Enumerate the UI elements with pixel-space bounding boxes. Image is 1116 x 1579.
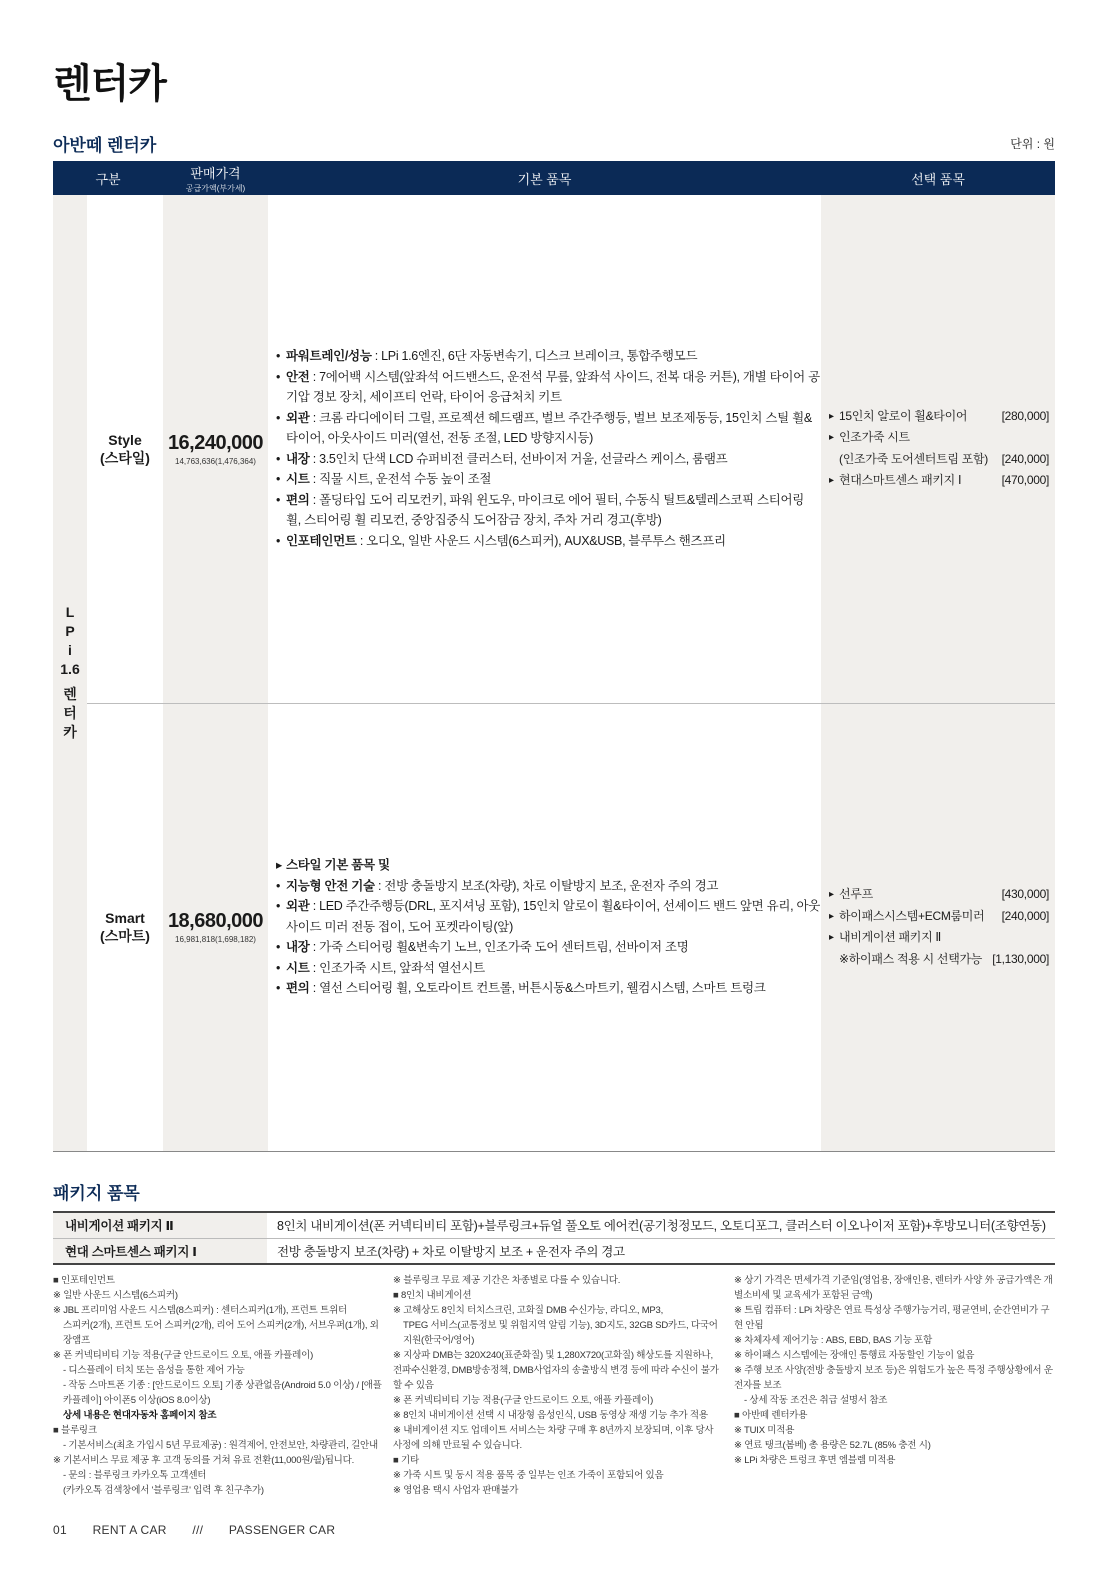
table-row-style <box>53 195 1055 703</box>
trim-name-en: Style <box>108 431 142 448</box>
price-cell-smart <box>163 703 268 1151</box>
note-line: ※ 연료 탱크(봄베) 총 용량은 52.7L (85% 충전 시) <box>734 1440 931 1451</box>
note-line: ※ 하이패스 시스템에는 장애인 통행료 자동할인 기능이 없음 <box>734 1350 975 1361</box>
note-line: (카카오톡 검색창에서 '블루링크' 입력 후 친구추가) <box>63 1485 264 1496</box>
basic-item <box>276 367 821 408</box>
trim-name-ko: (스타일) <box>100 449 150 466</box>
notes-column-2 <box>393 1273 723 1498</box>
note-line: ※ 고해상도 8인치 터치스크린, 고화질 DMB 수신가능, 라디오, MP3, <box>393 1305 664 1316</box>
note-line: 스피커(2개), 프런트 도어 스피커(2개), 리어 도어 스피커(2개), 서브우퍼(1개), 외장앰프 <box>63 1320 379 1346</box>
note-line: ※ 폰 커넥티비티 기능 적용(구글 안드로이드 오토, 애플 카플레이) <box>53 1350 314 1361</box>
note-line: - 문의 : 블루링크 카카오톡 고객센터 <box>63 1470 207 1481</box>
footer-left: RENT A CAR <box>92 1523 167 1537</box>
trim-name-en: Smart <box>105 910 145 926</box>
note-line: ■ 인포테인먼트 <box>53 1275 115 1286</box>
price-sub-value: 16,981,818(1,698,182) <box>175 935 256 944</box>
note-line: ※ 주행 보조 사양(전방 충돌방지 보조 등)은 위험도가 높은 특정 주행상황에서 운전자를 보조 <box>734 1365 1053 1391</box>
package-row <box>53 1238 1055 1264</box>
option-cell-style <box>821 195 1055 703</box>
note-line: ※ 트립 컴퓨터 : LPi 차량은 연료 특성상 주행가능거리, 평균연비, 순간연비가 구현 안됨 <box>734 1305 1050 1331</box>
option-item <box>829 406 1049 428</box>
footer-right: PASSENGER CAR <box>228 1523 336 1537</box>
basic-item-text: : 크롬 라디에이터 그릴, 프로젝션 헤드램프, 벌브 주간주행등, 벌브 보조제동등, 15인치 스틸 휠&타이어, 아웃사이드 미러(열선, 전동 조절, LED 방향지시등) <box>286 410 812 446</box>
option-name: ※하이패스 적용 시 선택가능 <box>839 951 983 966</box>
option-name: ▸ 현대스마트센스 패키지 Ⅰ <box>829 470 961 492</box>
basic-item-text: : 가죽 스티어링 휠&변속기 노브, 인조가죽 도어 센터트림, 선바이저 조명 <box>309 940 689 955</box>
option-name: ▸ 하이패스시스템+ECM룸미러 <box>829 906 984 928</box>
option-price: [470,000] <box>1001 473 1049 488</box>
note-line: TPEG 서비스(교통정보 및 위험지역 알림 기능), 3D지도, 32GB SD카드, 다국어 지원(한국어/영어) <box>403 1320 718 1346</box>
note-line: ※ TUIX 미적용 <box>734 1425 795 1436</box>
basic-item-text: : 인조가죽 시트, 앞좌석 열선시트 <box>309 960 485 975</box>
option-price: [1,130,000] <box>992 951 1049 966</box>
basic-item-text: : 열선 스티어링 휠, 오토라이트 컨트롤, 버튼시동&스마트키, 웰컴시스템, 스마트 트렁크 <box>309 981 766 996</box>
basic-item-head: 시트 <box>286 960 310 975</box>
note-line: - 디스플레이 터치 또는 음성을 통한 제어 가능 <box>63 1365 245 1376</box>
footer <box>53 1523 357 1537</box>
option-items-list <box>821 406 1055 492</box>
package-name: 현대 스마트센스 패키지 Ⅰ <box>53 1238 267 1264</box>
header-price-label: 판매가격 <box>190 165 241 181</box>
option-item <box>829 470 1049 492</box>
option-item <box>829 427 1049 449</box>
basic-item-text: : 폴딩타입 도어 리모컨키, 파워 윈도우, 마이크로 에어 필터, 수동식 틸트&텔레스코픽 스티어링 휠, 스티어링 휠 리모컨, 중앙집중식 도어잠금 장치, 주차 거리 경고(후방) <box>286 492 805 528</box>
note-line: 상세 내용은 현대자동차 홈페이지 참조 <box>63 1410 217 1421</box>
option-items-list <box>821 884 1055 970</box>
basic-lead: ▸ 스타일 기본 품목 및 <box>276 855 821 876</box>
note-line: ■ 8인치 내비게이션 <box>393 1290 472 1301</box>
packages-title: 패키지 품목 <box>53 1184 140 1203</box>
engine-label <box>53 195 87 1151</box>
basic-items-list <box>268 855 821 999</box>
price-sub-value: 14,763,636(1,476,364) <box>175 456 256 466</box>
trim-name-ko: (스마트) <box>100 928 150 944</box>
option-cell-smart <box>821 703 1055 1151</box>
engine-label-char: L <box>65 604 75 621</box>
header-basic: 기본 품목 <box>268 161 821 195</box>
option-item <box>829 906 1049 928</box>
basic-item-text: : LED 주간주행등(DRL, 포지셔닝 포함), 15인치 알로이 휠&타이어, 선셰이드 밴드 앞면 유리, 아웃사이드 미러 전동 접이, 도어 포켓라이팅(앞) <box>286 899 821 934</box>
option-name: ▸ 15인치 알로이 휠&타이어 <box>829 406 967 428</box>
engine-label-char: 카 <box>63 724 77 741</box>
basic-item <box>276 896 821 937</box>
note-line: ※ LPi 차량은 트렁크 후면 엠블렘 미적용 <box>734 1455 896 1466</box>
basic-item <box>276 346 821 367</box>
basic-item <box>276 876 821 897</box>
note-line: ※ 폰 커넥티비티 기능 적용(구글 안드로이드 오토, 애플 카플레이) <box>393 1395 654 1406</box>
engine-label-char: 렌 <box>63 686 77 703</box>
basic-item-text: : 오디오, 일반 사운드 시스템(6스피커), AUX&USB, 블루투스 핸즈프리 <box>356 533 726 548</box>
trim-cell-style <box>87 195 163 703</box>
table-row-smart <box>53 703 1055 1151</box>
option-price: [430,000] <box>1001 887 1049 901</box>
option-item <box>829 884 1049 906</box>
option-price: [280,000] <box>1001 408 1049 423</box>
engine-label-char: 터 <box>63 705 77 722</box>
basic-item <box>276 958 821 979</box>
price-value: 16,240,000 <box>167 431 264 454</box>
section-title: 아반떼 렌터카 <box>53 136 157 155</box>
option-item <box>829 927 1049 949</box>
package-name: 내비게이션 패키지 Ⅱ <box>53 1212 267 1238</box>
basic-cell-smart <box>268 703 821 1151</box>
header-price <box>163 161 268 195</box>
option-price: [240,000] <box>1001 451 1049 466</box>
page-title: 렌터카 <box>53 62 166 106</box>
basic-item <box>276 469 821 490</box>
package-row <box>53 1212 1055 1238</box>
basic-item <box>276 937 821 958</box>
basic-item <box>276 449 821 470</box>
header-option: 선택 품목 <box>821 161 1055 195</box>
price-value: 18,680,000 <box>167 910 264 932</box>
basic-item-text: : 7에어백 시스템(앞좌석 어드밴스드, 운전석 무릎, 앞좌석 사이드, 전복 대응 커튼), 개별 타이어 공기압 경보 장치, 세이프티 언락, 타이어 응급처치 키트 <box>286 369 820 405</box>
note-line: ■ 기타 <box>393 1455 419 1466</box>
note-line: ※ 영업용 택시 사업자 판매불가 <box>393 1485 519 1496</box>
note-line: ※ 상기 가격은 면세가격 기준임(영업용, 장애인용, 렌터카 사양 外 공급가액은 개별소비세 및 교육세가 포함된 금액) <box>734 1275 1053 1301</box>
note-line: ■ 아반떼 렌터카용 <box>734 1410 808 1421</box>
option-name: ▸ 인조가죽 시트 <box>829 427 910 449</box>
note-line: ※ 블루링크 무료 제공 기간은 차종별로 다를 수 있습니다. <box>393 1275 621 1286</box>
note-line: - 상세 작동 조건은 취급 설명서 참조 <box>744 1395 888 1406</box>
basic-item-text: : LPi 1.6엔진, 6단 자동변속기, 디스크 브레이크, 통합주행모드 <box>371 349 698 364</box>
basic-item-head: 편의 <box>286 981 310 996</box>
option-name: ▸ 내비게이션 패키지 Ⅱ <box>829 927 941 949</box>
basic-item <box>276 490 821 531</box>
note-line: ■ 블루링크 <box>53 1425 97 1436</box>
basic-item-head: 내장 <box>286 940 310 955</box>
basic-item-head: 외관 <box>286 899 310 914</box>
note-line: ※ 지상파 DMB는 320X240(표준화질) 및 1,280X720(고화질) 해상도를 지원하나, 전파수신환경, DMB방송정책, DMB사업자의 송출방식 변경 등에 따라 수신이 불가할 수 있음 <box>393 1350 719 1391</box>
price-cell-style <box>163 195 268 703</box>
notes-column-3 <box>734 1273 1054 1468</box>
option-name: (인조가죽 도어센터트림 포함) <box>839 451 988 466</box>
header-category: 구분 <box>53 161 163 195</box>
note-line: - 작동 스마트폰 기종 : [안드로이드 오토] 기종 상관없음(Android 5.0 이상) / [애플 카플레이] 아이폰5 이상(iOS 8.0이상) <box>63 1380 382 1406</box>
note-line: ※ 내비게이션 지도 업데이트 서비스는 차량 구매 후 8년까지 보장되며, 이후 당사 사정에 의해 만료될 수 있습니다. <box>393 1425 714 1451</box>
unit-label: 단위 : 원 <box>1010 137 1055 151</box>
option-item <box>829 449 1049 471</box>
note-line: ※ 일반 사운드 시스템(6스피커) <box>53 1290 178 1301</box>
basic-cell-style <box>268 195 821 703</box>
basic-item-head: 안전 <box>286 369 310 384</box>
basic-item-text: : 전방 충돌방지 보조(차량), 차로 이탈방지 보조, 운전자 주의 경고 <box>374 878 719 893</box>
footer-separator: /// <box>192 1523 204 1537</box>
table-header-row <box>53 161 1055 195</box>
price-table <box>53 161 1055 1152</box>
note-line: ※ 차체자세 제어기능 : ABS, EBD, BAS 기능 포함 <box>734 1335 933 1346</box>
basic-items-list <box>268 346 821 551</box>
option-item <box>829 949 1049 971</box>
basic-item <box>276 978 821 999</box>
basic-item-head: 파워트레인/성능 <box>286 349 372 364</box>
basic-item-head: 시트 <box>286 472 310 487</box>
engine-label-chars <box>53 603 87 742</box>
basic-item-head: 내장 <box>286 451 310 466</box>
notes-column-1 <box>53 1273 383 1498</box>
engine-label-char: P <box>65 623 75 640</box>
option-price: [240,000] <box>1001 908 1049 923</box>
note-line: ※ 기본서비스 무료 제공 후 고객 동의를 거쳐 유료 전환(11,000원/월)됩니다. <box>53 1455 355 1466</box>
note-line: ※ 가죽 시트 및 동시 적용 품목 중 일부는 인조 가죽이 포함되어 있음 <box>393 1470 664 1481</box>
basic-item <box>276 531 821 552</box>
option-name: ▸ 선루프 <box>829 884 873 906</box>
packages-table <box>53 1211 1055 1265</box>
header-price-sub: 공급가액(부가세) <box>185 183 246 193</box>
engine-label-char: i <box>68 642 72 659</box>
footer-page-number: 01 <box>53 1523 67 1537</box>
note-line: ※ JBL 프리미엄 사운드 시스템(8스피커) : 센터스피커(1개), 프런트 트위터 <box>53 1305 348 1316</box>
package-desc: 8인치 내비게이션(폰 커넥티비티 포함)+블루링크+듀얼 풀오토 에어컨(공기청정모드, 오토디포그, 클러스터 이오나이저 포함)+후방모니터(조향연동) <box>267 1212 1055 1238</box>
package-desc: 전방 충돌방지 보조(차량) + 차로 이탈방지 보조 + 운전자 주의 경고 <box>267 1238 1055 1264</box>
basic-item-head: 편의 <box>286 492 310 507</box>
engine-label-char: 1.6 <box>60 661 80 678</box>
basic-item-head: 인포테인먼트 <box>286 533 357 548</box>
basic-item-text: : 직물 시트, 운전석 수동 높이 조절 <box>309 472 492 487</box>
basic-item-head: 외관 <box>286 410 310 425</box>
note-line: ※ 8인치 내비게이션 선택 시 내장형 음성인식, USB 동영상 재생 기능 추가 적용 <box>393 1410 708 1421</box>
basic-item-head: 지능형 안전 기술 <box>286 878 375 893</box>
note-line: - 기본서비스(최초 가입시 5년 무료제공) : 원격제어, 안전보안, 차량관리, 길안내 <box>63 1440 378 1451</box>
trim-cell-smart <box>87 703 163 1151</box>
basic-item-text: : 3.5인치 단색 LCD 슈퍼비전 클러스터, 선바이저 거울, 선글라스 케이스, 룸램프 <box>309 451 728 466</box>
basic-item <box>276 408 821 449</box>
